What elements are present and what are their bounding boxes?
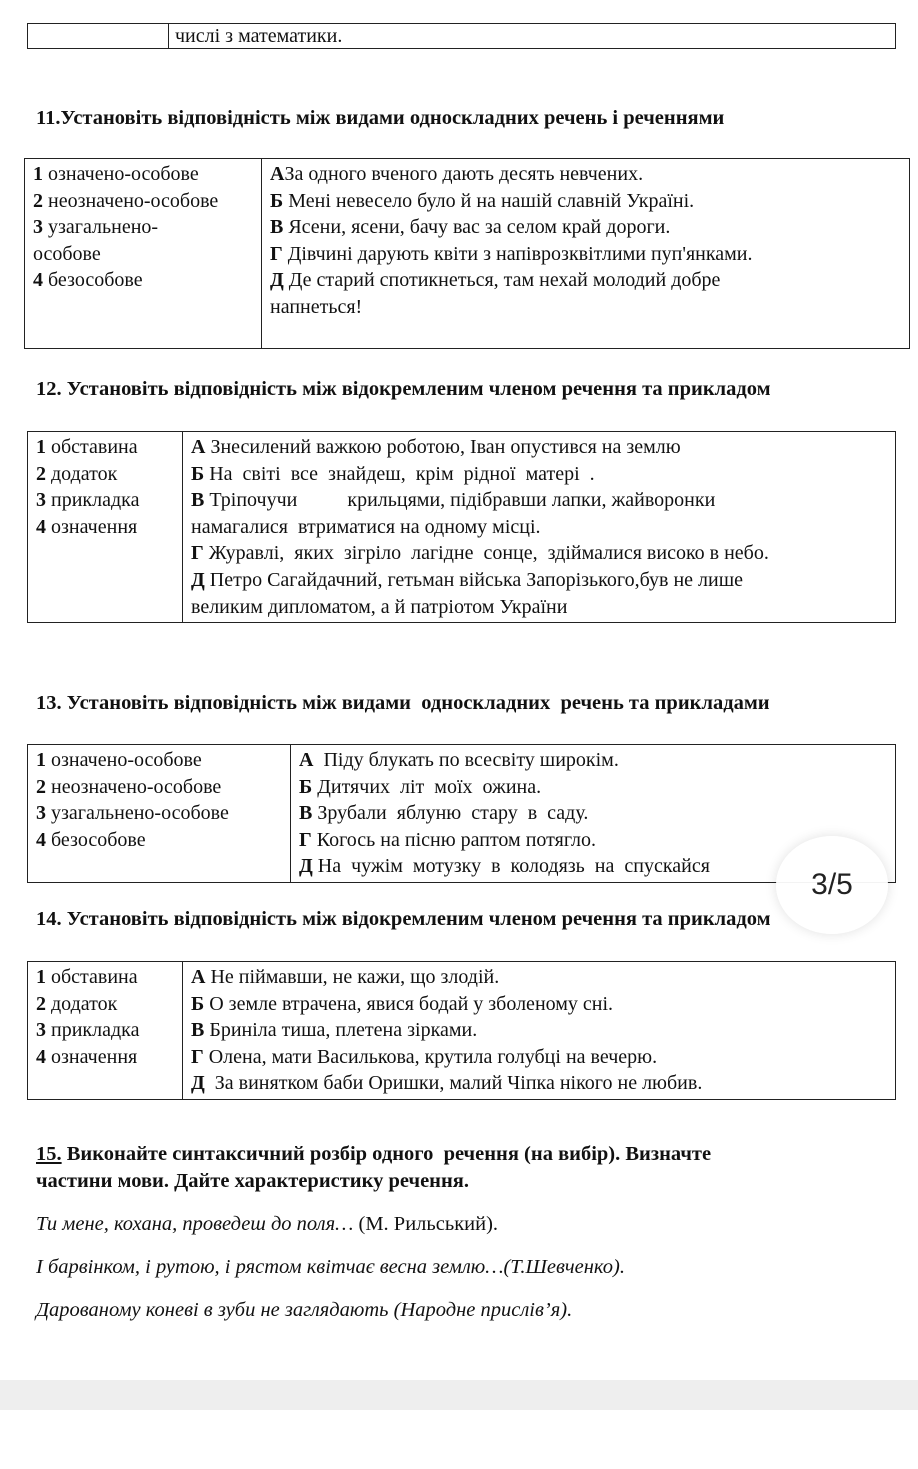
q13-option: Б Дитячих літ моїх ожина. xyxy=(299,775,542,798)
q11-title: 11.Установіть відповідність між видами односкладних речень і реченнями xyxy=(36,107,725,129)
q12-option-continuation: намагалися втриматися на одному місці. xyxy=(191,515,541,538)
q14-table xyxy=(27,961,896,1100)
q14-option: А Не пiймавши, не кажи, що злодій. xyxy=(191,966,500,988)
q11-right-cell xyxy=(262,159,910,349)
q12-option: Д Петро Сагайдачний, гетьман війська Запорізького,був не лише xyxy=(191,568,743,591)
q12-left-item: 1 обставина xyxy=(36,436,138,458)
q14-left-item: 3 прикладка xyxy=(36,1019,140,1042)
q12-title: 12. Установіть відповідність між відокремленим членом речення та прикладом xyxy=(36,378,771,400)
q12-option: В Тріпочучи крильцями, підібравши лапки, жайворонки xyxy=(191,489,716,512)
q11-left-item: особове xyxy=(33,242,101,265)
q15-title-line2: частини мови. Дайте характеристику речення. xyxy=(36,1170,470,1192)
top-table-empty-cell xyxy=(28,24,169,49)
q13-left-item: 2 неозначено-особове xyxy=(36,775,222,798)
q11-option: Д Де старий спотикнеться, там нехай молодий добре xyxy=(270,269,721,292)
q13-left-item: 1 означено-особове xyxy=(36,749,202,771)
q11-table xyxy=(24,158,910,349)
q13-title: 13. Установіть відповідність між видами односкладних речень та прикладами xyxy=(36,692,770,714)
q13-option: Г Когось на пісню раптом потягло. xyxy=(299,828,596,851)
q11-left-item: 2 неозначено-особове xyxy=(33,189,219,212)
q11-left-cell xyxy=(25,159,262,349)
q12-left-cell xyxy=(28,432,183,623)
page-indicator-text: 3/5 xyxy=(811,868,853,901)
top-row-text: числі з математики. xyxy=(175,25,343,47)
q12-option: Б На світі все знайдеш, крім рідної матері . xyxy=(191,462,595,485)
q11-option: Б Мені невесело було й на нашій славній Україні. xyxy=(270,189,695,212)
q12-left-item: 3 прикладка xyxy=(36,489,140,512)
q11-option-continuation: напнеться! xyxy=(270,295,363,318)
q15-title xyxy=(36,1141,711,1195)
q13-left-cell xyxy=(28,745,291,883)
q14-option: Д За винятком баби Оришки, малий Чіпка нікого не любив. xyxy=(191,1072,703,1095)
q12-left-item: 2 додаток xyxy=(36,462,118,485)
q14-right-cell xyxy=(183,962,896,1100)
q13-left-item: 4 безособове xyxy=(36,828,146,851)
q14-title: 14. Установіть відповідність між відокремленим членом речення та прикладом xyxy=(36,908,771,930)
q13-option: Д На чужім мотузку в колодязь на спускайся xyxy=(299,855,710,878)
q12-table xyxy=(27,431,896,623)
q14-option: Б О земле втрачена, явися бодай у зболеному сні. xyxy=(191,992,614,1015)
q15-number: 15. xyxy=(36,1143,62,1165)
q11-option: В Ясени, ясени, бачу вас за селом край дороги. xyxy=(270,216,671,239)
q13-table xyxy=(27,744,896,883)
q12-right-cell xyxy=(183,432,896,623)
q11-left-item: 3 узагальнено- xyxy=(33,216,159,239)
q15-sentence-2: І барвінком, і рутою, і рястом квітчає весна землю…(Т.Шевченко). xyxy=(36,1256,625,1278)
q11-left-item: 1 означено-особове xyxy=(33,163,199,185)
q11-option: Г Дівчині дарують квіти з напіврозквітлими пуп'янками. xyxy=(270,242,753,265)
q11-option: АЗа одного вченого дають десять невчених. xyxy=(270,163,644,185)
q13-left-item: 3 узагальнено-особове xyxy=(36,802,229,825)
q15-sentence-3: Дарованому коневі в зуби не заглядають (Народне прислів’я). xyxy=(36,1299,573,1321)
q14-left-item: 4 означення xyxy=(36,1045,138,1068)
q13-option: А Піду блукать по всесвіту широкім. xyxy=(299,749,619,771)
q12-option-continuation: великим дипломатом, а й патріотом України xyxy=(191,595,568,618)
q14-option: В Бриніла тиша, плетена зірками. xyxy=(191,1019,478,1042)
page-indicator xyxy=(776,836,888,934)
q13-option: В Зрубали яблуню стару в саду. xyxy=(299,802,589,825)
q14-left-item: 2 додаток xyxy=(36,992,118,1015)
q15-sentence-1: Ти мене, кохана, проведеш до поля… (М. Рильський). xyxy=(36,1213,499,1235)
q12-left-item: 4 означення xyxy=(36,515,138,538)
top-table-fragment xyxy=(27,23,896,49)
q11-left-item: 4 безособове xyxy=(33,269,143,292)
q14-left-cell xyxy=(28,962,183,1100)
top-table-text-cell xyxy=(169,24,896,49)
q12-option: А Знесилений важкою роботою, Іван опустився на землю xyxy=(191,436,681,458)
q12-option: Г Журавлі, яких зігріло лагідне сонце, здіймалися високо в небо. xyxy=(191,542,769,565)
q14-left-item: 1 обставина xyxy=(36,966,138,988)
q14-option: Г Олена, мати Василькова, крутила голубці на вечерю. xyxy=(191,1045,658,1068)
viewer-bottom-area xyxy=(0,1380,918,1469)
q15-title-line1: Виконайте синтаксичний розбір одного речення (на вибір). Визначте xyxy=(61,1143,712,1165)
